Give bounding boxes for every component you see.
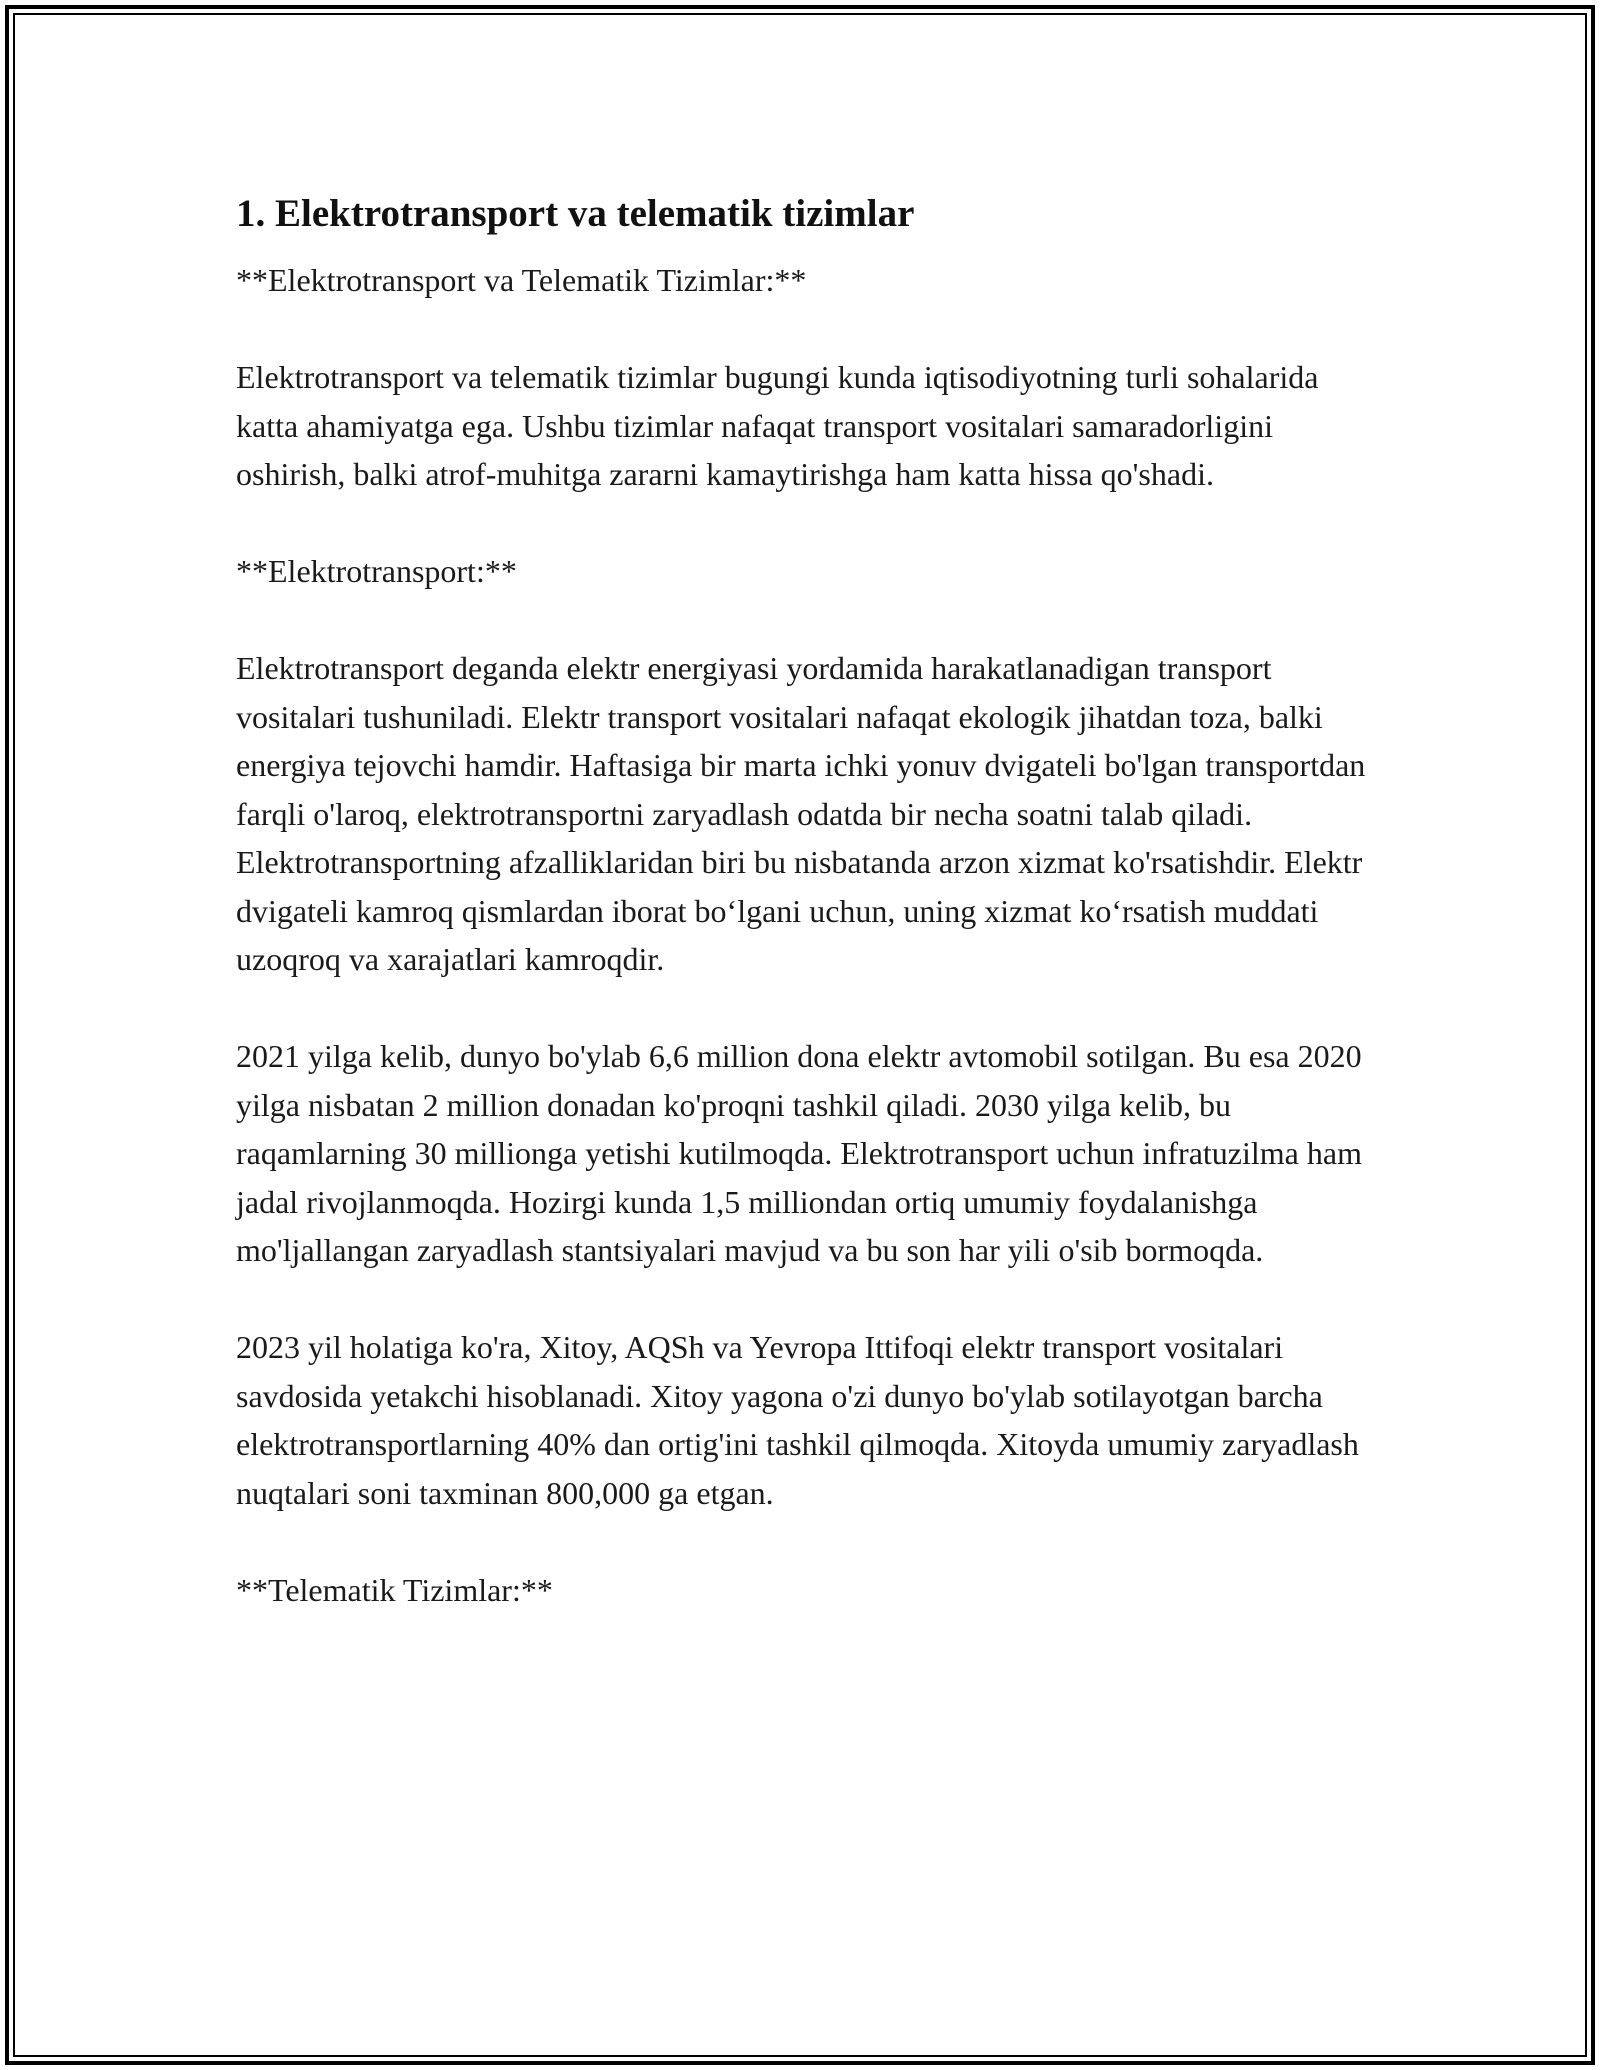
section-heading: 1. Elektrotransport va telematik tizimlar (236, 192, 915, 235)
bold-subheading-paragraph: **Elektrotransport va Telematik Tizimlar:** (236, 262, 807, 298)
elektrotransport-subheading: **Elektrotransport:** (236, 553, 517, 589)
elektrotransport-definition-paragraph: Elektrotransport deganda elektr energiyasi yordamida harakatlanadigan transport vositalari tushuniladi. Elektr transport vositalari nafaqat ekologik jihatdan toza, balki energiya tejovchi hamdir. Haftasiga bir marta ichki yonuv dvigateli bo'lgan transportdan farqli o'laroq, elektrotransportni zaryadlash odatda bir necha soatni talab qiladi. Elektrotransportning afzalliklaridan biri bu nisbatanda arzon xizmat ko'rsatishdir. Elektr dvigateli kamroq qismlardan iborat bo‘lgani uchun, uning xizmat ko‘rsatish muddati uzoqroq va xarajatlari kamroqdir. (236, 650, 1366, 977)
sales-statistics-paragraph: 2021 yilga kelib, dunyo bo'ylab 6,6 million dona elektr avtomobil sotilgan. Bu esa 2020 yilga nisbatan 2 million donadan ko'proqni tashkil qiladi. 2030 yilga kelib, bu raqamlarning 30 millionga yetishi kutilmoqda. Elektrotransport uchun infratuzilma ham jadal rivojlanmoqda. Hozirgi kunda 1,5 milliondan ortiq umumiy foydalanishga mo'ljallangan zaryadlash stantsiyalari mavjud va bu son har yili o'sib bormoqda. (236, 1038, 1362, 1268)
document-body (236, 186, 1376, 1614)
market-leaders-paragraph: 2023 yil holatiga ko'ra, Xitoy, AQSh va Yevropa Ittifoqi elektr transport vositalari savdosida yetakchi hisoblanadi. Xitoy yagona o'zi dunyo bo'ylab sotilayotgan barcha elektrotransportlarning 40% dan ortig'ini tashkil qilmoqda. Xitoyda umumiy zaryadlash nuqtalari soni taxminan 800,000 ga etgan. (236, 1329, 1359, 1511)
telematik-subheading: **Telematik Tizimlar:** (236, 1571, 553, 1608)
intro-paragraph: Elektrotransport va telematik tizimlar bugungi kunda iqtisodiyotning turli sohalarida katta ahamiyatga ega. Ushbu tizimlar nafaqat transport vositalari samaradorligini oshirish, balki atrof-muhitga zararni kamaytirishga ham katta hissa qo'shadi. (236, 359, 1319, 492)
